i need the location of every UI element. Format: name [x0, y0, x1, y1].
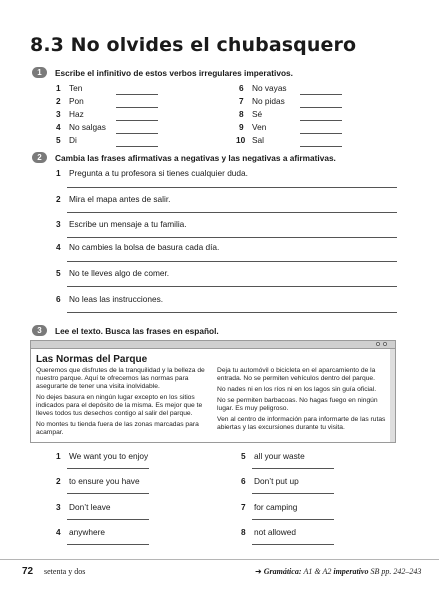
exercise-1-instruction: Escribe el infinitivo de estos verbos irregulares imperativos.	[55, 68, 293, 78]
answer-blank[interactable]	[116, 120, 158, 121]
exercise-2-badge: 2	[32, 152, 47, 163]
rules-paragraph: Deja tu automóvil o bicicleta en el aparcamiento de la entrada. No se permiten vehículos dentro del parque.	[217, 367, 376, 382]
answer-line[interactable]	[67, 261, 397, 262]
rules-paragraph: No montes tu tienda fuera de las zonas marcadas para acampar.	[36, 421, 199, 436]
rules-paragraph: No se permiten barbacoas. No hagas fuego en ningún lugar. Es muy peligroso.	[217, 397, 378, 412]
window-dot-icon	[376, 342, 380, 346]
ex1-item: 7 No pidas	[239, 96, 285, 106]
answer-blank[interactable]	[300, 107, 342, 108]
ex3-item: 2 to ensure you have	[56, 476, 140, 486]
rules-column-right	[217, 367, 387, 432]
answer-line[interactable]	[67, 312, 397, 313]
answer-line[interactable]	[67, 519, 149, 520]
answer-line[interactable]	[252, 544, 334, 545]
exercise-3-badge: 3	[32, 325, 47, 336]
answer-blank[interactable]	[116, 94, 158, 95]
answer-line[interactable]	[67, 286, 397, 287]
answer-blank[interactable]	[300, 133, 342, 134]
answer-line[interactable]	[67, 187, 397, 188]
ex1-item: 10 Sal	[236, 135, 264, 145]
ex1-item: 2 Pon	[56, 96, 84, 106]
rules-paragraph: No nades ni en los ríos ni en los lagos sin guía oficial.	[217, 386, 377, 393]
arrow-right-icon: ➜	[255, 567, 262, 576]
footer-divider	[0, 559, 439, 560]
answer-line[interactable]	[67, 212, 397, 213]
ex3-item: 6 Don’t put up	[241, 476, 299, 486]
ex2-item: 4 No cambies la bolsa de basura cada día.	[56, 242, 220, 252]
answer-line[interactable]	[252, 519, 334, 520]
exercise-3-instruction: Lee el texto. Busca las frases en español.	[55, 326, 219, 336]
window-dot-icon	[383, 342, 387, 346]
box-scrollbar	[390, 349, 395, 442]
ex3-item: 7 for camping	[241, 502, 298, 512]
ex2-item: 6 No leas las instrucciones.	[56, 294, 164, 304]
exercise-2-instruction: Cambia las frases afirmativas a negativas y las negativas a afirmativas.	[55, 153, 336, 163]
rules-paragraph: Ven al centro de información para informarte de las rutas abiertas y las excursiones durante tu visita.	[217, 416, 386, 431]
page-number-words: setenta y dos	[44, 567, 86, 576]
ex1-item: 4 No salgas	[56, 122, 106, 132]
page-title: 8.3 No olvides el chubasquero	[30, 34, 357, 56]
ex3-item: 8 not allowed	[241, 527, 296, 537]
ex3-item: 5 all your waste	[241, 451, 305, 461]
answer-blank[interactable]	[300, 94, 342, 95]
park-rules-heading: Las Normas del Parque	[36, 354, 148, 365]
answer-blank[interactable]	[116, 107, 158, 108]
box-title-bar	[30, 340, 396, 349]
answer-blank[interactable]	[300, 146, 342, 147]
ex2-item: 5 No te lleves algo de comer.	[56, 268, 170, 278]
answer-line[interactable]	[67, 237, 397, 238]
rules-paragraph: Queremos que disfrutes de la tranquilidad y la belleza de nuestro parque. Aquí te ofrecemos las normas para asegurarte de tener una visita inolvidable.	[36, 367, 205, 390]
grammar-reference: ➜ Gramática: A1 & A2 imperativo SB pp. 242–243	[255, 567, 422, 576]
ex3-item: 4 anywhere	[56, 527, 105, 537]
answer-line[interactable]	[67, 544, 149, 545]
page-number: 72	[22, 566, 34, 577]
ex1-item: 6 No vayas	[239, 83, 287, 93]
ex1-item: 1 Ten	[56, 83, 83, 93]
answer-blank[interactable]	[116, 146, 158, 147]
exercise-1-badge: 1	[32, 67, 47, 78]
ex1-item: 9 Ven	[239, 122, 267, 132]
rules-paragraph: No dejes basura en ningún lugar excepto en los sitios indicados para el depósito de la misma. Es mejor que te lleves todos tus desechos contigo al salir del parque.	[36, 394, 203, 417]
ex2-item: 2 Mira el mapa antes de salir.	[56, 194, 171, 204]
ex3-item: 1 We want you to enjoy	[56, 451, 149, 461]
ex2-item: 3 Escribe un mensaje a tu familia.	[56, 219, 187, 229]
answer-line[interactable]	[67, 468, 149, 469]
answer-blank[interactable]	[300, 120, 342, 121]
answer-blank[interactable]	[116, 133, 158, 134]
ex2-item: 1 Pregunta a tu profesora si tienes cualquier duda.	[56, 168, 248, 178]
ex1-item: 3 Haz	[56, 109, 84, 119]
rules-column-left	[36, 367, 212, 437]
ex3-item: 3 Don’t leave	[56, 502, 111, 512]
answer-line[interactable]	[67, 493, 149, 494]
answer-line[interactable]	[252, 493, 334, 494]
answer-line[interactable]	[252, 468, 334, 469]
ex1-item: 8 Sé	[239, 109, 263, 119]
ex1-item: 5 Di	[56, 135, 77, 145]
